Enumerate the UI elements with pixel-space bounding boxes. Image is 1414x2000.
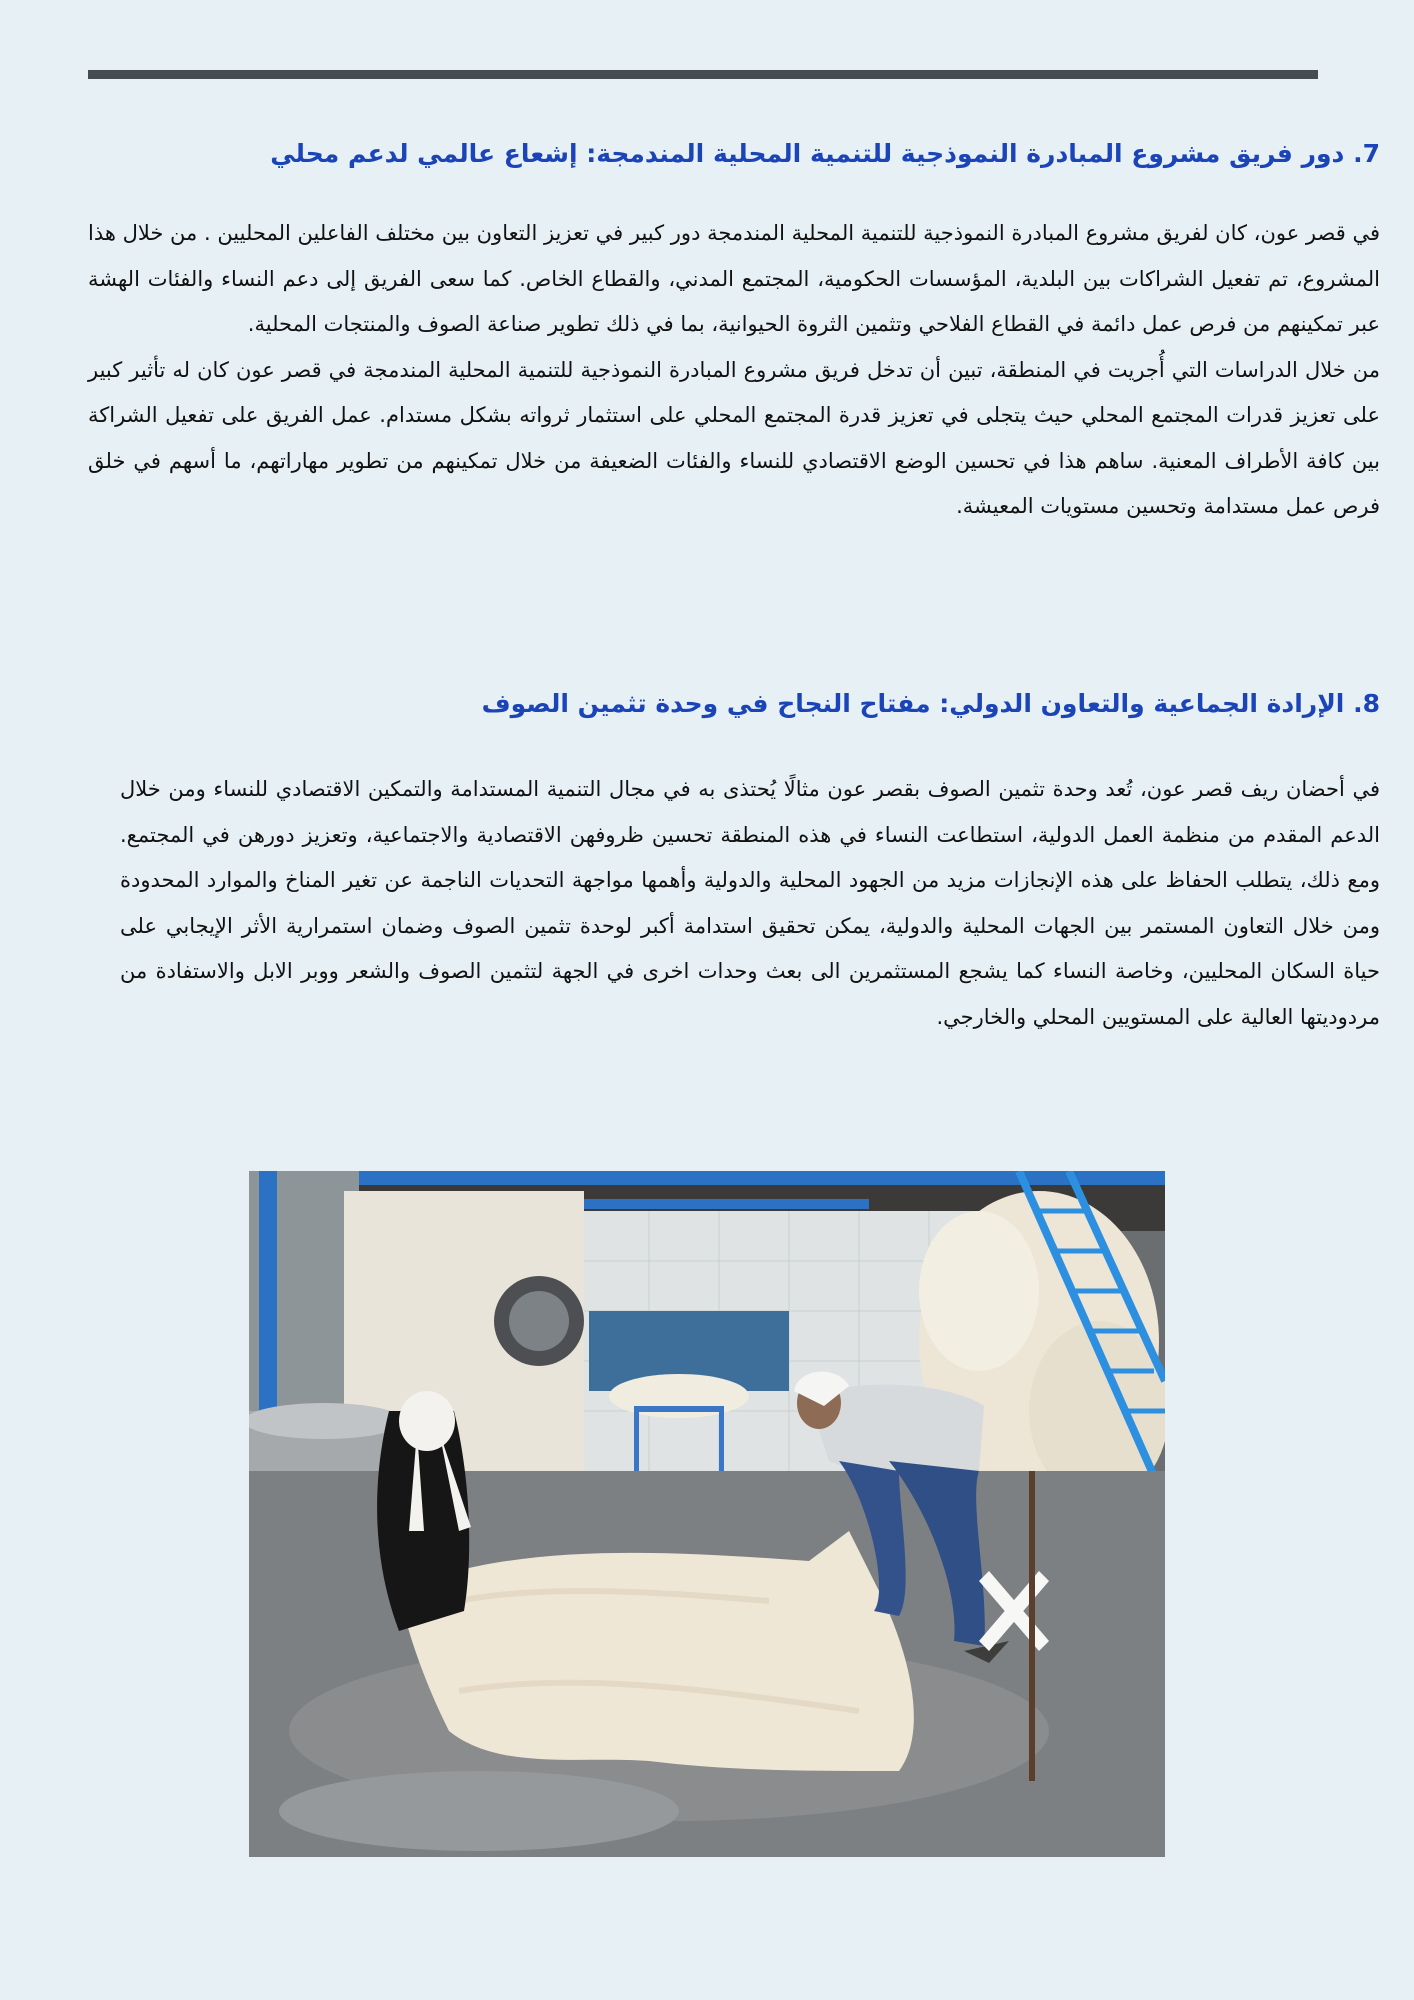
section-7 [88,136,1380,530]
wool-unit-photo [249,1171,1165,1857]
section-8-heading: 8. الإرادة الجماعية والتعاون الدولي: مفتاح النجاح في وحدة تثمين الصوف [481,689,1380,718]
section-7-paragraph-2: من خلال الدراسات التي أُجريت في المنطقة، تبين أن تدخل فريق مشروع المبادرة النموذجية للتنمية المحلية المندمجة في قصر عون كان له تأثير كبير على تعزيز قدرات المجتمع المحلي حيث يتجلى في تعزيز قدرة المجتمع المحلي على استثمار ثرواته بشكل مستدام. عمل الفريق على تفعيل الشراكة بين كافة الأطراف المعنية. ساهم هذا في تحسين الوضع الاقتصادي للنساء والفئات الضعيفة من خلال تمكينهم من تطوير مهاراتهم، ما أسهم في خلق فرص عمل مستدامة وتحسين مستويات المعيشة. [88,357,1380,518]
section-7-heading: 7. دور فريق مشروع المبادرة النموذجية للتنمية المحلية المندمجة: إشعاع عالمي لدعم محلي [270,139,1380,168]
top-divider [88,70,1318,79]
section-7-paragraph-1: في قصر عون، كان لفريق مشروع المبادرة النموذجية للتنمية المحلية المندمجة دور كبير في تعزيز التعاون بين مختلف الفاعلين المحليين . من خلال هذا المشروع، تم تفعيل الشراكات بين البلدية، المؤسسات الحكومية، المجتمع المدني، والقطاع الخاص. كما سعى الفريق إلى دعم النساء والفئات الهشة عبر تمكينهم من فرص عمل دائمة في القطاع الفلاحي وتثمين الثروة الحيوانية، بما في ذلك تطوير صناعة الصوف والمنتجات المحلية. [88,221,1380,336]
section-8-paragraph: في أحضان ريف قصر عون، تُعد وحدة تثمين الصوف بقصر عون مثالًا يُحتذى به في مجال التنمية المستدامة والتمكين الاقتصادي للنساء ومن خلال الدعم المقدم من منظمة العمل الدولية، استطاعت النساء في هذه المنطقة تحسين ظروفهن الاقتصادية والاجتماعية، وتعزيز دورهن في المجتمع. ومع ذلك، يتطلب الحفاظ على هذه الإنجازات مزيد من الجهود المحلية والدولية وأهمها مواجهة التحديات الناجمة عن تغير المناخ والموارد المحدودة ومن خلال التعاون المستمر بين الجهات المحلية والدولية، يمكن تحقيق استدامة أكبر لوحدة تثمين الصوف وضمان استمرارية الأثر الإيجابي على حياة السكان المحليين، وخاصة النساء كما يشجع المستثمرين الى بعث وحدات اخرى في الجهة لتثمين الصوف والشعر ووبر الابل والاستفادة من مردوديتها العالية على المستويين المحلي والخارجي. [120,777,1380,1029]
section-8 [120,686,1380,1040]
